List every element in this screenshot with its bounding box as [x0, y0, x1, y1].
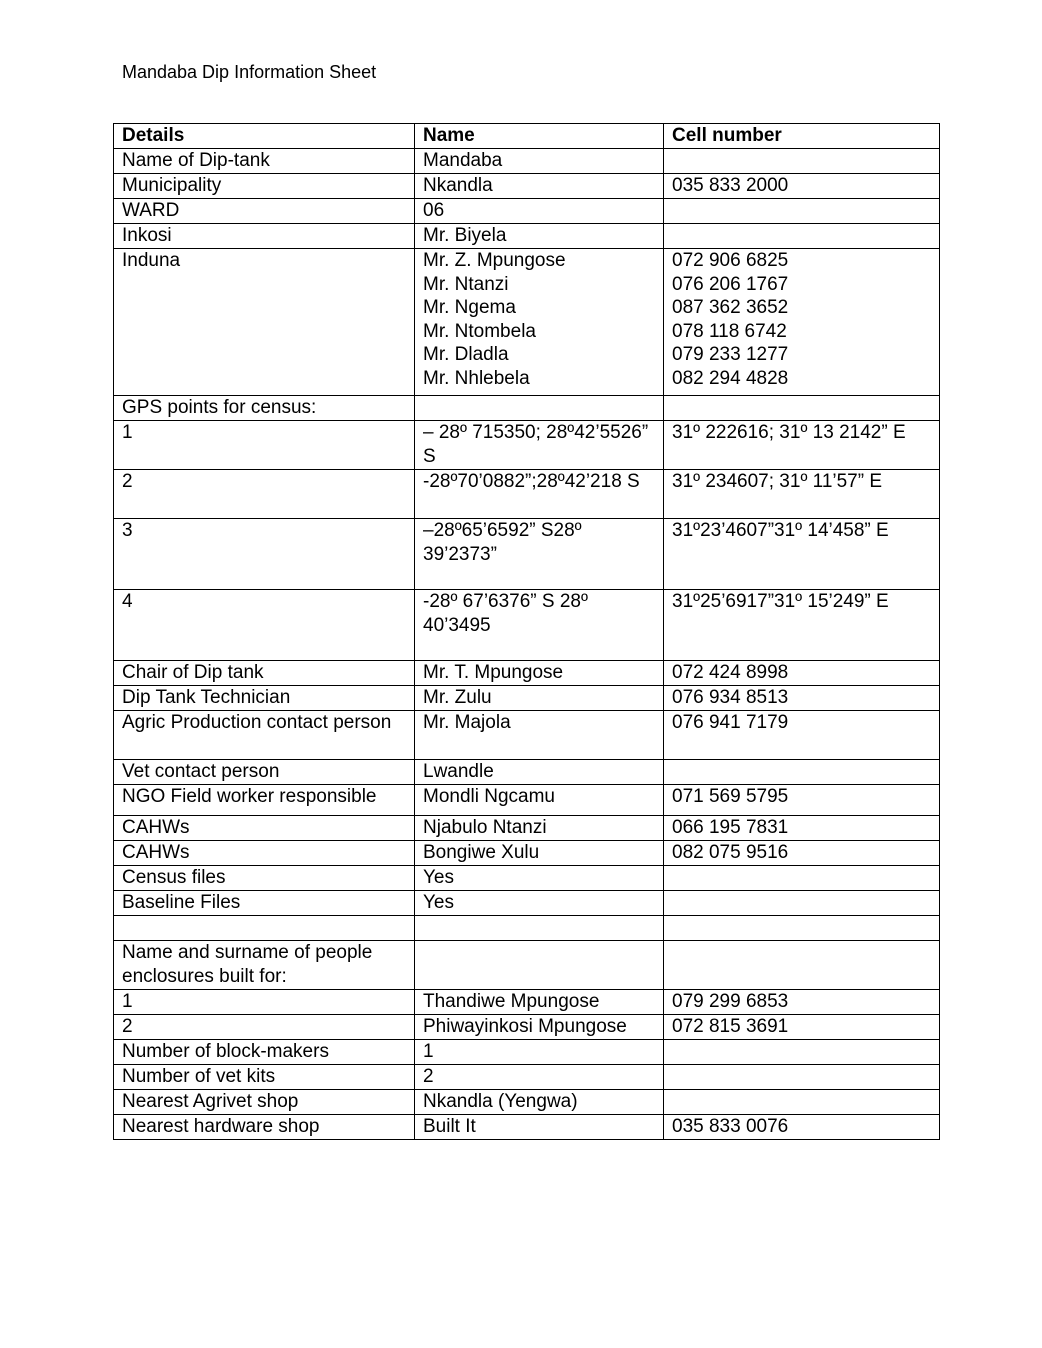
table-row	[114, 199, 940, 224]
name-cell: Lwandle	[415, 760, 664, 785]
table-row	[114, 396, 940, 421]
induna-name: Mr. Ngema	[423, 297, 516, 318]
table-row-gps	[114, 519, 940, 590]
cell-number-cell	[664, 396, 940, 421]
name-cell: Thandiwe Mpungose	[415, 990, 664, 1015]
table-row	[114, 785, 940, 816]
induna-cell-number: 087 362 3652	[672, 297, 789, 318]
name-cell	[415, 941, 664, 990]
name-cell: -28º70’0882”;28º42’218 S	[415, 470, 664, 519]
name-cell: 1	[415, 1040, 664, 1065]
detail-cell: Agric Production contact person	[114, 711, 415, 760]
table-row	[114, 1090, 940, 1115]
cell-number-cell: 066 195 7831	[664, 816, 940, 841]
table-row	[114, 1015, 940, 1040]
cell-number-cell: 31º25’6917”31º 15’249” E	[664, 590, 940, 661]
table-row	[114, 891, 940, 916]
detail-cell: Induna	[114, 249, 415, 396]
name-cell: Mondli Ngcamu	[415, 785, 664, 816]
detail-cell: 1	[114, 990, 415, 1015]
table-row-empty	[114, 916, 940, 941]
induna-name: Mr. Dladla	[423, 344, 509, 365]
detail-cell: GPS points for census:	[114, 396, 415, 421]
induna-names-cell	[415, 249, 664, 396]
detail-cell: Name and surname of people enclosures built for:	[114, 941, 415, 990]
table-row	[114, 841, 940, 866]
detail-cell: Census files	[114, 866, 415, 891]
induna-cell-number: 076 206 1767	[672, 273, 789, 295]
cell-number-cell	[664, 1065, 940, 1090]
dip-info-table	[113, 123, 940, 1140]
name-cell: Mr. T. Mpungose	[415, 661, 664, 686]
table-row	[114, 990, 940, 1015]
table-row	[114, 816, 940, 841]
induna-name: Mr. Ntombela	[423, 320, 536, 342]
detail-cell: Nearest hardware shop	[114, 1115, 415, 1140]
name-cell: -28º 67’6376” S 28º 40’3495	[415, 590, 664, 661]
induna-cell-number: 082 294 4828	[672, 367, 789, 389]
table-row	[114, 1115, 940, 1140]
cell-number-cell	[664, 149, 940, 174]
table-row	[114, 174, 940, 199]
cell-number-cell	[664, 916, 940, 941]
detail-cell: 2	[114, 470, 415, 519]
name-cell: Njabulo Ntanzi	[415, 816, 664, 841]
detail-cell: 4	[114, 590, 415, 661]
detail-cell: Nearest Agrivet shop	[114, 1090, 415, 1115]
table-row	[114, 661, 940, 686]
detail-cell: CAHWs	[114, 841, 415, 866]
detail-cell: WARD	[114, 199, 415, 224]
table-row-induna	[114, 249, 940, 396]
cell-number-cell: 071 569 5795	[664, 785, 940, 816]
cell-number-cell	[664, 224, 940, 249]
detail-cell: Vet contact person	[114, 760, 415, 785]
cell-number-cell	[664, 941, 940, 990]
document-title: Mandaba Dip Information Sheet	[122, 62, 377, 82]
table-row-gps	[114, 590, 940, 661]
table-row-gps	[114, 421, 940, 470]
detail-cell: 3	[114, 519, 415, 590]
induna-cell-number: 078 118 6742	[672, 320, 787, 342]
name-cell: – 28º 715350; 28º42’5526” S	[415, 421, 664, 470]
name-cell: Built It	[415, 1115, 664, 1140]
cell-number-cell: 035 833 2000	[664, 174, 940, 199]
table-row	[114, 760, 940, 785]
table-row	[114, 686, 940, 711]
induna-cell-number: 072 906 6825	[672, 250, 789, 271]
cell-number-cell: 31º 234607; 31º 11’57” E	[664, 470, 940, 519]
name-cell: –28º65’6592” S28º 39’2373”	[415, 519, 664, 590]
table-row	[114, 866, 940, 891]
induna-name: Mr. Nhlebela	[423, 367, 530, 389]
name-cell: Mr. Zulu	[415, 686, 664, 711]
induna-cells-cell	[664, 249, 940, 396]
name-cell: Phiwayinkosi Mpungose	[415, 1015, 664, 1040]
cell-number-cell: 072 815 3691	[664, 1015, 940, 1040]
detail-cell: Number of vet kits	[114, 1065, 415, 1090]
detail-cell: Dip Tank Technician	[114, 686, 415, 711]
table-row	[114, 149, 940, 174]
induna-name: Mr. Z. Mpungose	[423, 250, 566, 271]
detail-cell: Name of Dip-tank	[114, 149, 415, 174]
induna-cell-number: 079 233 1277	[672, 344, 789, 365]
cell-number-cell	[664, 1090, 940, 1115]
cell-number-cell: 035 833 0076	[664, 1115, 940, 1140]
header-cell-number: Cell number	[664, 124, 940, 149]
name-cell: 2	[415, 1065, 664, 1090]
table-row	[114, 941, 940, 990]
cell-number-cell: 31º23’4607”31º 14’458” E	[664, 519, 940, 590]
name-cell: Yes	[415, 866, 664, 891]
table-row	[114, 1065, 940, 1090]
table-row	[114, 1040, 940, 1065]
name-cell	[415, 396, 664, 421]
detail-cell: Number of block-makers	[114, 1040, 415, 1065]
induna-name: Mr. Ntanzi	[423, 273, 509, 295]
cell-number-cell	[664, 199, 940, 224]
name-cell: Yes	[415, 891, 664, 916]
cell-number-cell: 076 934 8513	[664, 686, 940, 711]
cell-number-cell: 072 424 8998	[664, 661, 940, 686]
cell-number-cell	[664, 891, 940, 916]
detail-cell: Inkosi	[114, 224, 415, 249]
table-row	[114, 711, 940, 760]
name-cell	[415, 916, 664, 941]
cell-number-cell	[664, 866, 940, 891]
detail-cell: Chair of Dip tank	[114, 661, 415, 686]
table-header-row	[114, 124, 940, 149]
detail-cell	[114, 916, 415, 941]
name-cell: Mr. Majola	[415, 711, 664, 760]
name-cell: 06	[415, 199, 664, 224]
name-cell: Mandaba	[415, 149, 664, 174]
cell-number-cell: 082 075 9516	[664, 841, 940, 866]
name-cell: Mr. Biyela	[415, 224, 664, 249]
name-cell: Nkandla	[415, 174, 664, 199]
table-row	[114, 224, 940, 249]
cell-number-cell: 31º 222616; 31º 13 2142” E	[664, 421, 940, 470]
detail-cell: 1	[114, 421, 415, 470]
detail-cell: CAHWs	[114, 816, 415, 841]
detail-cell: Municipality	[114, 174, 415, 199]
header-name: Name	[415, 124, 664, 149]
header-details: Details	[114, 124, 415, 149]
cell-number-cell	[664, 1040, 940, 1065]
cell-number-cell	[664, 760, 940, 785]
cell-number-cell: 076 941 7179	[664, 711, 940, 760]
detail-cell: 2	[114, 1015, 415, 1040]
name-cell: Nkandla (Yengwa)	[415, 1090, 664, 1115]
detail-cell: NGO Field worker responsible	[114, 785, 415, 816]
name-cell: Bongiwe Xulu	[415, 841, 664, 866]
cell-number-cell: 079 299 6853	[664, 990, 940, 1015]
detail-cell: Baseline Files	[114, 891, 415, 916]
table-row-gps	[114, 470, 940, 519]
